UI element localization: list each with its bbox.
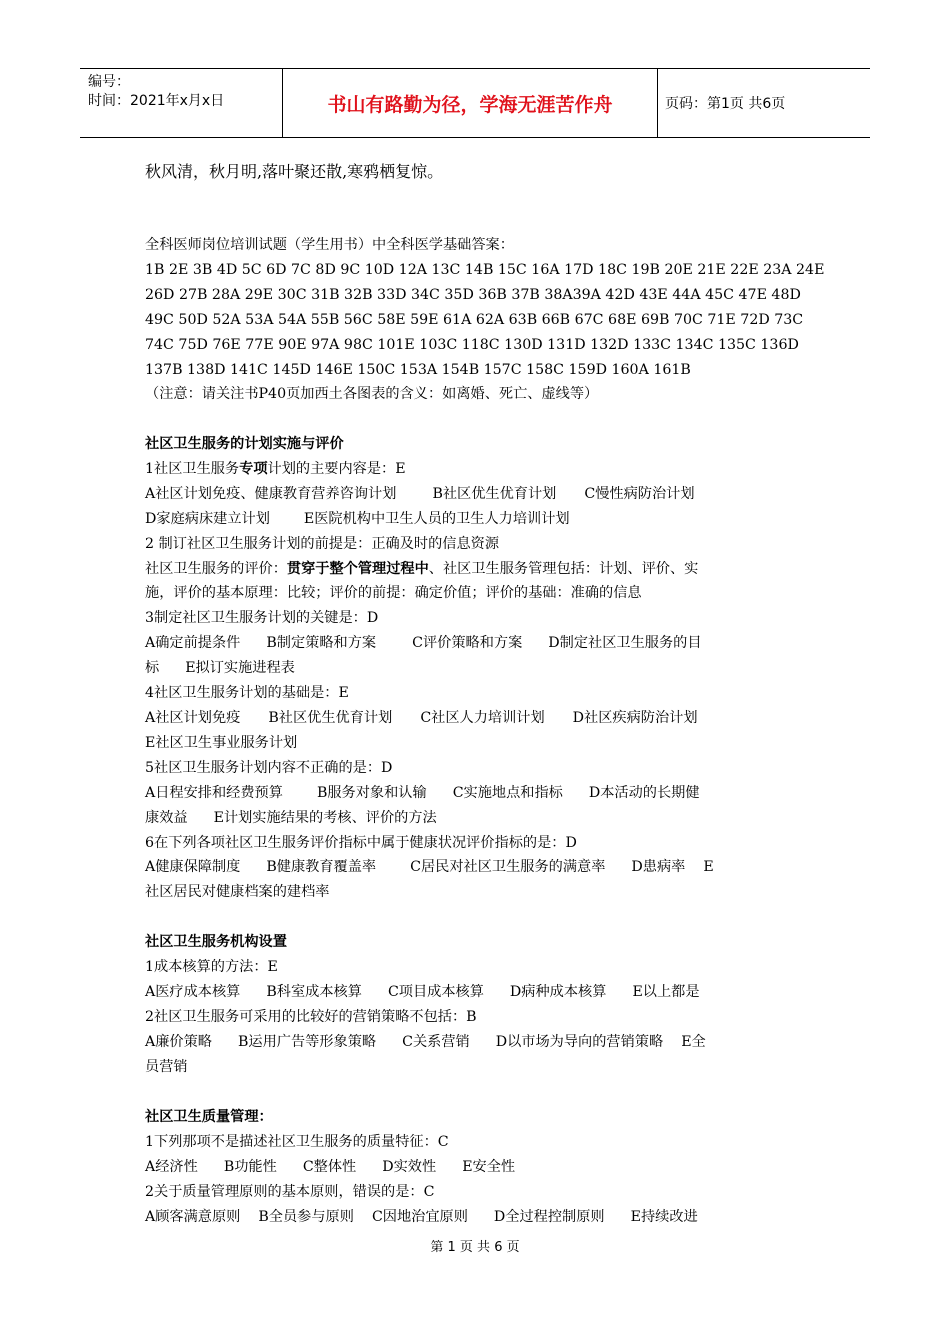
answer-note: （注意：请关注书P40页加西土各图表的含义：如离婚、死亡、虚线等）	[145, 386, 599, 403]
time-label: 时间：2021年x月x日	[88, 93, 225, 109]
options-line: A社区计划免疫、健康教育营养咨询计划 B社区优生优育计划 C慢性病防治计划	[145, 485, 695, 502]
section-title: 社区卫生服务机构设置	[145, 934, 287, 950]
question: 6在下列各项社区卫生服务评价指标中属于健康状况评价指标的是：D	[145, 834, 577, 851]
answer-line: 1B 2E 3B 4D 5C 6D 7C 8D 9C 10D 12A 13C 14B 15C 16A 17D 18C 19B 20E 21E 22E 23A 24E	[145, 261, 825, 278]
options-line: 社区居民对健康档案的建档率	[145, 884, 330, 901]
question: 2社区卫生服务可采用的比较好的营销策略不包括：B	[145, 1008, 477, 1025]
question: 1成本核算的方法：E	[145, 958, 278, 975]
header-meta	[80, 69, 283, 137]
question: 1社区卫生服务专项计划的主要内容是：E	[145, 460, 406, 477]
options-line: E社区卫生事业服务计划	[145, 734, 298, 751]
options-line: A日程安排和经费预算 B服务对象和认输 C实施地点和指标 D本活动的长期健	[145, 784, 700, 801]
header-page-info: 页码：第1页 共6页	[665, 96, 786, 112]
section-institution-setup	[145, 930, 810, 1079]
options-line: 员营销	[145, 1058, 188, 1075]
section-title: 社区卫生质量管理：	[145, 1109, 273, 1125]
options-line: A健康保障制度 B健康教育覆盖率 C居民对社区卫生服务的满意率 D患病率 E	[145, 859, 714, 876]
options-line: A社区计划免疫 B社区优生优育计划 C社区人力培训计划 D社区疾病防治计划	[145, 709, 698, 726]
options-line: A经济性 B功能性 C整体性 D实效性 E安全性	[145, 1158, 516, 1175]
section-plan-evaluation	[145, 432, 810, 905]
header-motto: 书山有路勤为径，学海无涯苦作舟	[283, 69, 658, 137]
paragraph: 施，评价的基本原理：比较；评价的前提：确定价值；评价的基础：准确的信息	[145, 585, 642, 602]
answer-line: 74C 75D 76E 77E 90E 97A 98C 101E 103C 118C 130D 131D 132D 133C 134C 135C 136D	[145, 336, 799, 353]
section-quality-management	[145, 1105, 810, 1230]
options-line: 标 E拟订实施进程表	[145, 660, 295, 677]
number-label: 编号：	[88, 74, 130, 90]
options-line: A顾客满意原则 B全员参与原则 C因地治宜原则 D全过程控制原则 E持续改进	[145, 1208, 698, 1225]
paragraph: 社区卫生服务的评价：贯穿于整个管理过程中、社区卫生服务管理包括：计划、评价、实	[145, 560, 699, 577]
options-line: D家庭病床建立计划 E医院机构中卫生人员的卫生人力培训计划	[145, 510, 570, 527]
options-line: A医疗成本核算 B科室成本核算 C项目成本核算 D病种成本核算 E以上都是	[145, 983, 700, 1000]
question: 3制定社区卫生服务计划的关键是：D	[145, 610, 379, 627]
options-line: A廉价策略 B运用广告等形象策略 C关系营销 D以市场为导向的营销策略 E全	[145, 1033, 706, 1050]
options-line: A确定前提条件 B制定策略和方案 C评价策略和方案 D制定社区卫生服务的目	[145, 635, 702, 652]
poem-line: 秋风清，秋月明,落叶聚还散,寒鸦栖复惊。	[145, 162, 444, 181]
question: 2 制订社区卫生服务计划的前提是：正确及时的信息资源	[145, 535, 500, 552]
question: 4社区卫生服务计划的基础是：E	[145, 685, 349, 702]
answer-key	[145, 233, 825, 407]
question: 5社区卫生服务计划内容不正确的是：D	[145, 759, 393, 776]
answer-line: 137B 138D 141C 145D 146E 150C 153A 154B 157C 158C 159D 160A 161B	[145, 361, 691, 378]
question: 2关于质量管理原则的基本原则，错误的是：C	[145, 1183, 435, 1200]
page-footer: 第 1 页 共 6 页	[430, 1240, 520, 1255]
answer-line: 26D 27B 28A 29E 30C 31B 32B 33D 34C 35D 36B 37B 38A39A 42D 43E 44A 45C 47E 48D	[145, 286, 801, 303]
answer-key-title: 全科医师岗位培训试题（学生用书）中全科医学基础答案：	[145, 237, 514, 253]
options-line: 康效益 E计划实施结果的考核、评价的方法	[145, 809, 437, 826]
section-title: 社区卫生服务的计划实施与评价	[145, 436, 344, 452]
answer-line: 49C 50D 52A 53A 54A 55B 56C 58E 59E 61A 62A 63B 66B 67C 68E 69B 70C 71E 72D 73C	[145, 311, 804, 328]
question: 1下列那项不是描述社区卫生服务的质量特征：C	[145, 1133, 449, 1150]
document-header	[80, 68, 870, 138]
